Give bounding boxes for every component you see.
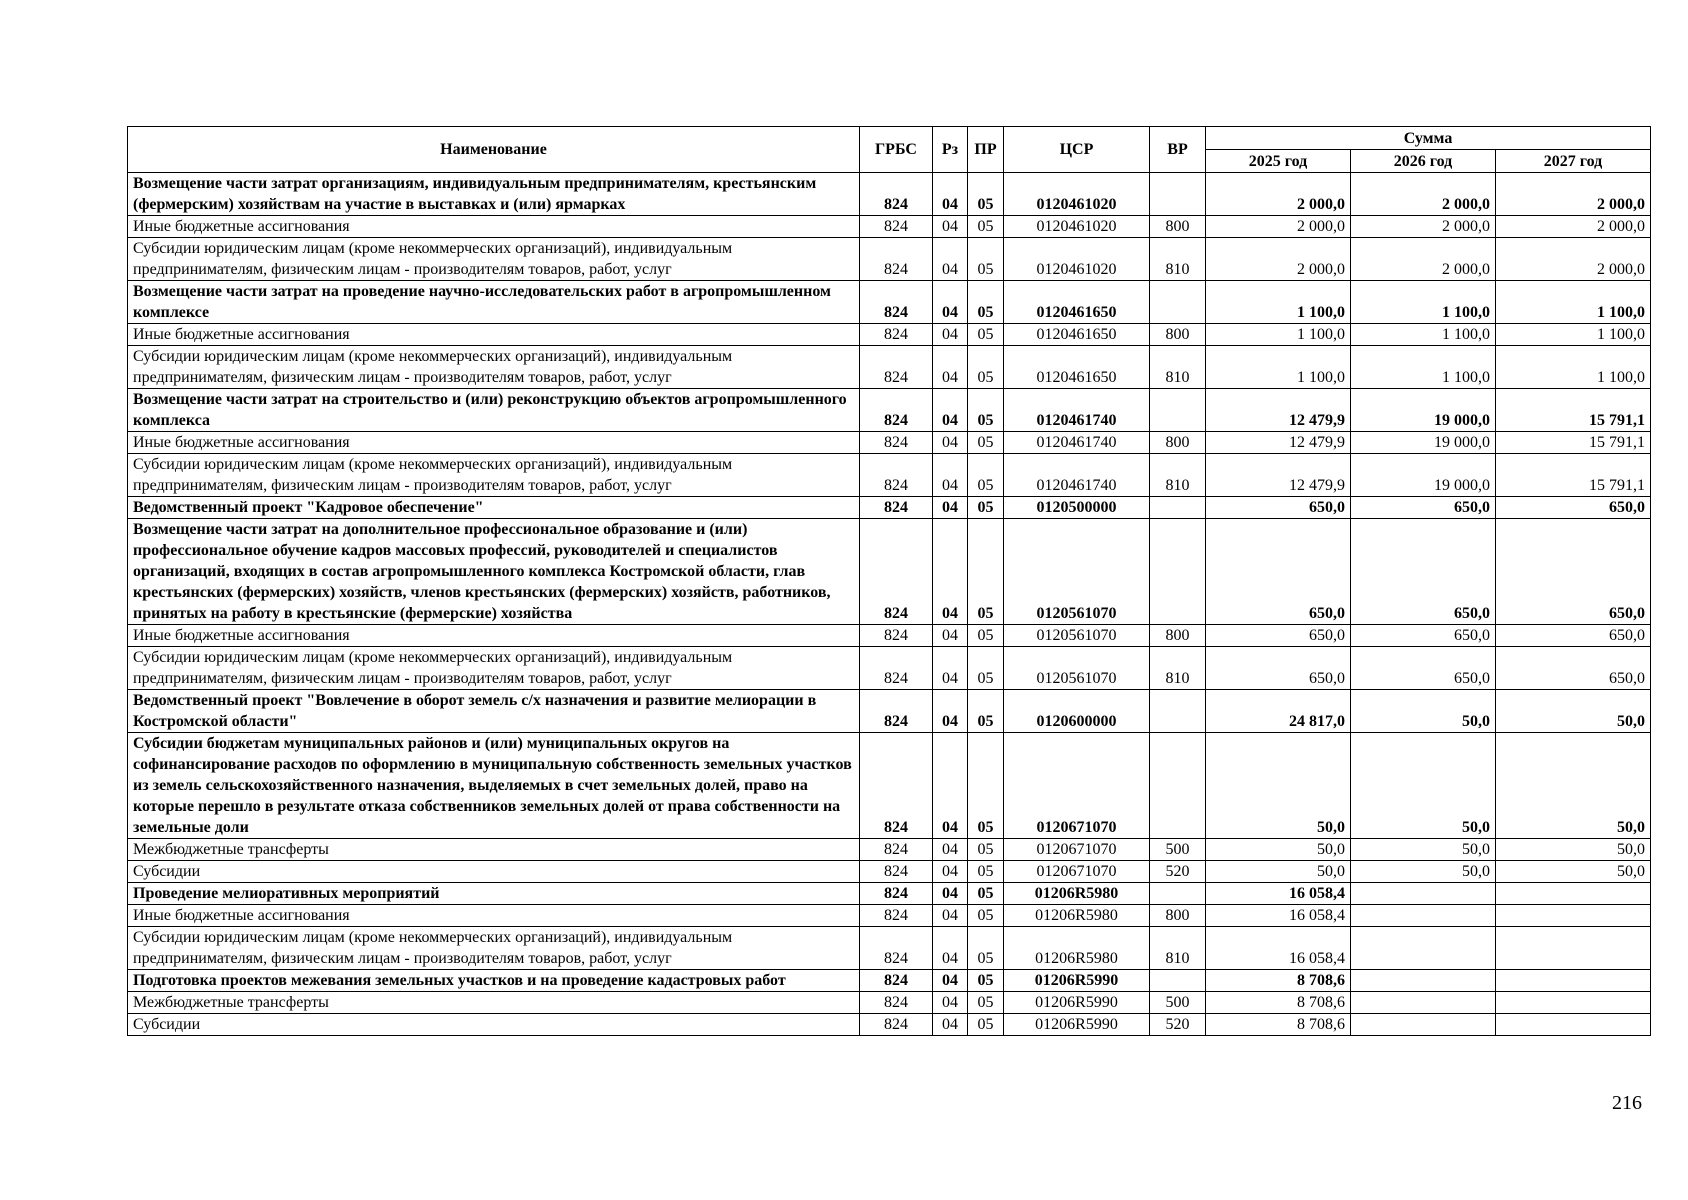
cell-rz: 04 [933, 519, 968, 625]
page-number: 216 [1612, 1092, 1642, 1114]
cell-vr: 800 [1150, 625, 1206, 647]
cell-csr: 01206R5980 [1004, 927, 1150, 970]
cell-pr: 05 [968, 216, 1004, 238]
cell-2026: 650,0 [1351, 497, 1496, 519]
cell-grbs: 824 [860, 733, 933, 839]
table-row [128, 497, 1651, 519]
cell-vr: 800 [1150, 905, 1206, 927]
cell-grbs: 824 [860, 454, 933, 497]
cell-2027: 50,0 [1496, 733, 1651, 839]
cell-grbs: 824 [860, 647, 933, 690]
cell-2025: 1 100,0 [1206, 281, 1351, 324]
cell-vr [1150, 733, 1206, 839]
cell-grbs: 824 [860, 216, 933, 238]
cell-2027: 1 100,0 [1496, 281, 1651, 324]
cell-name: Возмещение части затрат на проведение научно-исследовательских работ в агропромышленном комплексе [128, 281, 860, 324]
cell-2026 [1351, 992, 1496, 1014]
cell-name: Ведомственный проект "Кадровое обеспечение" [128, 497, 860, 519]
table-row [128, 454, 1651, 497]
cell-2025: 50,0 [1206, 733, 1351, 839]
cell-pr: 05 [968, 1014, 1004, 1036]
cell-grbs: 824 [860, 861, 933, 883]
cell-2025: 50,0 [1206, 839, 1351, 861]
cell-name: Межбюджетные трансферты [128, 992, 860, 1014]
cell-2025: 2 000,0 [1206, 216, 1351, 238]
cell-csr: 0120461020 [1004, 238, 1150, 281]
cell-2025: 650,0 [1206, 519, 1351, 625]
cell-name: Возмещение части затрат на дополнительное профессиональное образование и (или) профессиональное обучение кадров массовых профессий, руководителей и специалистов организаций, входящих в состав агропромышленного комплекса Костромской области, глав крестьянских (фермерских) хозяйств, членов крестьянских (фермерских) хозяйств, работников, принятых на работу в крестьянские (фермерские) хозяйства [128, 519, 860, 625]
cell-name: Субсидии [128, 1014, 860, 1036]
header-csr: ЦСР [1004, 127, 1150, 173]
cell-grbs: 824 [860, 432, 933, 454]
cell-rz: 04 [933, 690, 968, 733]
cell-name: Субсидии [128, 861, 860, 883]
cell-2026: 2 000,0 [1351, 173, 1496, 216]
cell-2027: 650,0 [1496, 625, 1651, 647]
cell-grbs: 824 [860, 927, 933, 970]
cell-pr: 05 [968, 238, 1004, 281]
cell-2026: 650,0 [1351, 647, 1496, 690]
cell-rz: 04 [933, 173, 968, 216]
cell-name: Субсидии юридическим лицам (кроме некоммерческих организаций), индивидуальным предпринимателям, физическим лицам - производителям товаров, работ, услуг [128, 927, 860, 970]
cell-vr [1150, 970, 1206, 992]
cell-csr: 0120461020 [1004, 173, 1150, 216]
header-year-2027: 2027 год [1496, 150, 1651, 173]
table-row [128, 992, 1651, 1014]
table-row [128, 733, 1651, 839]
cell-2025: 50,0 [1206, 861, 1351, 883]
table-row [128, 519, 1651, 625]
cell-grbs: 824 [860, 690, 933, 733]
cell-rz: 04 [933, 454, 968, 497]
cell-name: Иные бюджетные ассигнования [128, 324, 860, 346]
cell-csr: 0120461740 [1004, 454, 1150, 497]
header-year-2026: 2026 год [1351, 150, 1496, 173]
cell-vr: 810 [1150, 238, 1206, 281]
cell-csr: 01206R5990 [1004, 970, 1150, 992]
cell-2025: 16 058,4 [1206, 905, 1351, 927]
table-row [128, 173, 1651, 216]
header-name: Наименование [128, 127, 860, 173]
cell-2027: 1 100,0 [1496, 346, 1651, 389]
cell-name: Субсидии юридическим лицам (кроме некоммерческих организаций), индивидуальным предпринимателям, физическим лицам - производителям товаров, работ, услуг [128, 346, 860, 389]
cell-pr: 05 [968, 839, 1004, 861]
cell-csr: 0120461740 [1004, 389, 1150, 432]
table-row [128, 389, 1651, 432]
cell-rz: 04 [933, 861, 968, 883]
cell-2027: 1 100,0 [1496, 324, 1651, 346]
cell-pr: 05 [968, 432, 1004, 454]
cell-name: Субсидии юридическим лицам (кроме некоммерческих организаций), индивидуальным предпринимателям, физическим лицам - производителям товаров, работ, услуг [128, 647, 860, 690]
cell-csr: 0120671070 [1004, 733, 1150, 839]
cell-2027: 2 000,0 [1496, 173, 1651, 216]
header-vr: ВР [1150, 127, 1206, 173]
cell-csr: 0120561070 [1004, 625, 1150, 647]
cell-rz: 04 [933, 970, 968, 992]
cell-2025: 8 708,6 [1206, 1014, 1351, 1036]
cell-2026: 650,0 [1351, 625, 1496, 647]
cell-name: Межбюджетные трансферты [128, 839, 860, 861]
cell-rz: 04 [933, 497, 968, 519]
cell-name: Иные бюджетные ассигнования [128, 905, 860, 927]
header-rz: Рз [933, 127, 968, 173]
table-row [128, 324, 1651, 346]
cell-vr: 520 [1150, 1014, 1206, 1036]
cell-vr: 520 [1150, 861, 1206, 883]
cell-2025: 16 058,4 [1206, 927, 1351, 970]
cell-grbs: 824 [860, 992, 933, 1014]
cell-2027: 50,0 [1496, 839, 1651, 861]
cell-2025: 12 479,9 [1206, 454, 1351, 497]
cell-pr: 05 [968, 927, 1004, 970]
cell-vr: 810 [1150, 454, 1206, 497]
cell-pr: 05 [968, 861, 1004, 883]
cell-rz: 04 [933, 927, 968, 970]
table-row [128, 905, 1651, 927]
header-grbs: ГРБС [860, 127, 933, 173]
cell-vr [1150, 690, 1206, 733]
cell-2025: 650,0 [1206, 647, 1351, 690]
cell-vr [1150, 389, 1206, 432]
table-row [128, 839, 1651, 861]
cell-pr: 05 [968, 992, 1004, 1014]
cell-2026 [1351, 1014, 1496, 1036]
cell-rz: 04 [933, 346, 968, 389]
cell-2026: 50,0 [1351, 733, 1496, 839]
table-row [128, 690, 1651, 733]
cell-grbs: 824 [860, 625, 933, 647]
cell-vr [1150, 281, 1206, 324]
cell-vr: 810 [1150, 346, 1206, 389]
cell-pr: 05 [968, 173, 1004, 216]
cell-pr: 05 [968, 519, 1004, 625]
cell-rz: 04 [933, 281, 968, 324]
cell-rz: 04 [933, 216, 968, 238]
header-sum: Сумма [1206, 127, 1651, 150]
cell-vr: 810 [1150, 927, 1206, 970]
table-body [128, 173, 1651, 1036]
cell-csr: 0120500000 [1004, 497, 1150, 519]
cell-csr: 0120561070 [1004, 647, 1150, 690]
cell-grbs: 824 [860, 839, 933, 861]
cell-name: Иные бюджетные ассигнования [128, 625, 860, 647]
cell-vr: 500 [1150, 839, 1206, 861]
cell-grbs: 824 [860, 238, 933, 281]
table-row [128, 927, 1651, 970]
cell-vr: 500 [1150, 992, 1206, 1014]
cell-2026 [1351, 970, 1496, 992]
table-row [128, 281, 1651, 324]
cell-2027 [1496, 927, 1651, 970]
cell-2025: 12 479,9 [1206, 432, 1351, 454]
cell-2025: 12 479,9 [1206, 389, 1351, 432]
cell-csr: 01206R5990 [1004, 992, 1150, 1014]
cell-2026: 50,0 [1351, 861, 1496, 883]
cell-2026: 19 000,0 [1351, 454, 1496, 497]
table-row [128, 883, 1651, 905]
cell-csr: 0120600000 [1004, 690, 1150, 733]
cell-pr: 05 [968, 389, 1004, 432]
cell-csr: 0120461650 [1004, 324, 1150, 346]
cell-name: Возмещение части затрат организациям, индивидуальным предпринимателям, крестьянским (фермерским) хозяйствам на участие в выставках и (или) ярмарках [128, 173, 860, 216]
cell-pr: 05 [968, 647, 1004, 690]
table-row [128, 970, 1651, 992]
table-row [128, 647, 1651, 690]
cell-grbs: 824 [860, 970, 933, 992]
cell-name: Субсидии юридическим лицам (кроме некоммерческих организаций), индивидуальным предпринимателям, физическим лицам - производителям товаров, работ, услуг [128, 238, 860, 281]
cell-2026: 1 100,0 [1351, 346, 1496, 389]
cell-name: Ведомственный проект "Вовлечение в оборот земель с/х назначения и развитие мелиорации в Костромской области" [128, 690, 860, 733]
cell-rz: 04 [933, 883, 968, 905]
table-row [128, 432, 1651, 454]
cell-rz: 04 [933, 992, 968, 1014]
cell-name: Возмещение части затрат на строительство и (или) реконструкцию объектов агропромышленного комплекса [128, 389, 860, 432]
cell-2026 [1351, 883, 1496, 905]
cell-name: Иные бюджетные ассигнования [128, 432, 860, 454]
cell-grbs: 824 [860, 905, 933, 927]
cell-rz: 04 [933, 432, 968, 454]
cell-rz: 04 [933, 905, 968, 927]
cell-2027: 15 791,1 [1496, 432, 1651, 454]
budget-table [127, 126, 1651, 1036]
cell-2025: 650,0 [1206, 497, 1351, 519]
cell-name: Иные бюджетные ассигнования [128, 216, 860, 238]
cell-vr: 800 [1150, 432, 1206, 454]
cell-vr [1150, 883, 1206, 905]
cell-2027 [1496, 970, 1651, 992]
cell-2025: 1 100,0 [1206, 346, 1351, 389]
cell-grbs: 824 [860, 281, 933, 324]
cell-csr: 01206R5980 [1004, 883, 1150, 905]
table-row [128, 216, 1651, 238]
cell-pr: 05 [968, 346, 1004, 389]
cell-vr: 800 [1150, 216, 1206, 238]
cell-2027: 50,0 [1496, 861, 1651, 883]
cell-csr: 0120461020 [1004, 216, 1150, 238]
cell-name: Подготовка проектов межевания земельных участков и на проведение кадастровых работ [128, 970, 860, 992]
cell-pr: 05 [968, 324, 1004, 346]
header-pr: ПР [968, 127, 1004, 173]
cell-name: Субсидии бюджетам муниципальных районов и (или) муниципальных округов на софинансирование расходов по оформлению в муниципальную собственность земельных участков из земель сельскохозяйственного назначения, выделяемых в счет земельных долей, право на которые перешло в результате отказа собственников земельных долей от права собственности на земельные доли [128, 733, 860, 839]
cell-2027: 650,0 [1496, 497, 1651, 519]
cell-2027: 2 000,0 [1496, 238, 1651, 281]
cell-grbs: 824 [860, 883, 933, 905]
cell-grbs: 824 [860, 324, 933, 346]
cell-pr: 05 [968, 281, 1004, 324]
cell-2026: 1 100,0 [1351, 324, 1496, 346]
cell-2027: 15 791,1 [1496, 389, 1651, 432]
cell-rz: 04 [933, 238, 968, 281]
table-row [128, 1014, 1651, 1036]
cell-2026: 19 000,0 [1351, 389, 1496, 432]
cell-2027 [1496, 992, 1651, 1014]
cell-name: Проведение мелиоративных мероприятий [128, 883, 860, 905]
cell-2025: 16 058,4 [1206, 883, 1351, 905]
cell-pr: 05 [968, 883, 1004, 905]
cell-rz: 04 [933, 625, 968, 647]
cell-2026: 50,0 [1351, 690, 1496, 733]
cell-csr: 0120461650 [1004, 346, 1150, 389]
cell-csr: 01206R5990 [1004, 1014, 1150, 1036]
cell-2025: 650,0 [1206, 625, 1351, 647]
cell-2025: 2 000,0 [1206, 173, 1351, 216]
cell-2026: 650,0 [1351, 519, 1496, 625]
cell-vr: 810 [1150, 647, 1206, 690]
cell-2026: 2 000,0 [1351, 216, 1496, 238]
cell-2026: 1 100,0 [1351, 281, 1496, 324]
cell-2025: 2 000,0 [1206, 238, 1351, 281]
cell-rz: 04 [933, 647, 968, 690]
cell-csr: 0120671070 [1004, 861, 1150, 883]
cell-vr [1150, 497, 1206, 519]
cell-2025: 24 817,0 [1206, 690, 1351, 733]
cell-2027: 50,0 [1496, 690, 1651, 733]
cell-rz: 04 [933, 733, 968, 839]
cell-2027: 2 000,0 [1496, 216, 1651, 238]
cell-csr: 01206R5980 [1004, 905, 1150, 927]
cell-rz: 04 [933, 389, 968, 432]
cell-2025: 8 708,6 [1206, 992, 1351, 1014]
cell-2026 [1351, 927, 1496, 970]
cell-2025: 1 100,0 [1206, 324, 1351, 346]
cell-2027 [1496, 1014, 1651, 1036]
cell-rz: 04 [933, 324, 968, 346]
cell-2027: 650,0 [1496, 647, 1651, 690]
cell-csr: 0120561070 [1004, 519, 1150, 625]
cell-vr [1150, 519, 1206, 625]
cell-pr: 05 [968, 625, 1004, 647]
cell-2026: 2 000,0 [1351, 238, 1496, 281]
cell-grbs: 824 [860, 497, 933, 519]
cell-2026: 19 000,0 [1351, 432, 1496, 454]
cell-grbs: 824 [860, 346, 933, 389]
cell-2027: 15 791,1 [1496, 454, 1651, 497]
cell-vr [1150, 173, 1206, 216]
cell-vr: 800 [1150, 324, 1206, 346]
cell-2027 [1496, 905, 1651, 927]
table-row [128, 238, 1651, 281]
cell-2027 [1496, 883, 1651, 905]
cell-2025: 8 708,6 [1206, 970, 1351, 992]
cell-name: Субсидии юридическим лицам (кроме некоммерческих организаций), индивидуальным предпринимателям, физическим лицам - производителям товаров, работ, услуг [128, 454, 860, 497]
table-row [128, 861, 1651, 883]
cell-2026: 50,0 [1351, 839, 1496, 861]
cell-grbs: 824 [860, 1014, 933, 1036]
cell-grbs: 824 [860, 519, 933, 625]
cell-pr: 05 [968, 690, 1004, 733]
cell-pr: 05 [968, 970, 1004, 992]
cell-grbs: 824 [860, 173, 933, 216]
table-row [128, 346, 1651, 389]
header-year-2025: 2025 год [1206, 150, 1351, 173]
cell-pr: 05 [968, 733, 1004, 839]
cell-2027: 650,0 [1496, 519, 1651, 625]
cell-csr: 0120461740 [1004, 432, 1150, 454]
cell-pr: 05 [968, 905, 1004, 927]
cell-2026 [1351, 905, 1496, 927]
table-header [128, 127, 1651, 173]
cell-grbs: 824 [860, 389, 933, 432]
table-row [128, 625, 1651, 647]
cell-pr: 05 [968, 497, 1004, 519]
cell-pr: 05 [968, 454, 1004, 497]
cell-rz: 04 [933, 839, 968, 861]
cell-rz: 04 [933, 1014, 968, 1036]
cell-csr: 0120671070 [1004, 839, 1150, 861]
cell-csr: 0120461650 [1004, 281, 1150, 324]
